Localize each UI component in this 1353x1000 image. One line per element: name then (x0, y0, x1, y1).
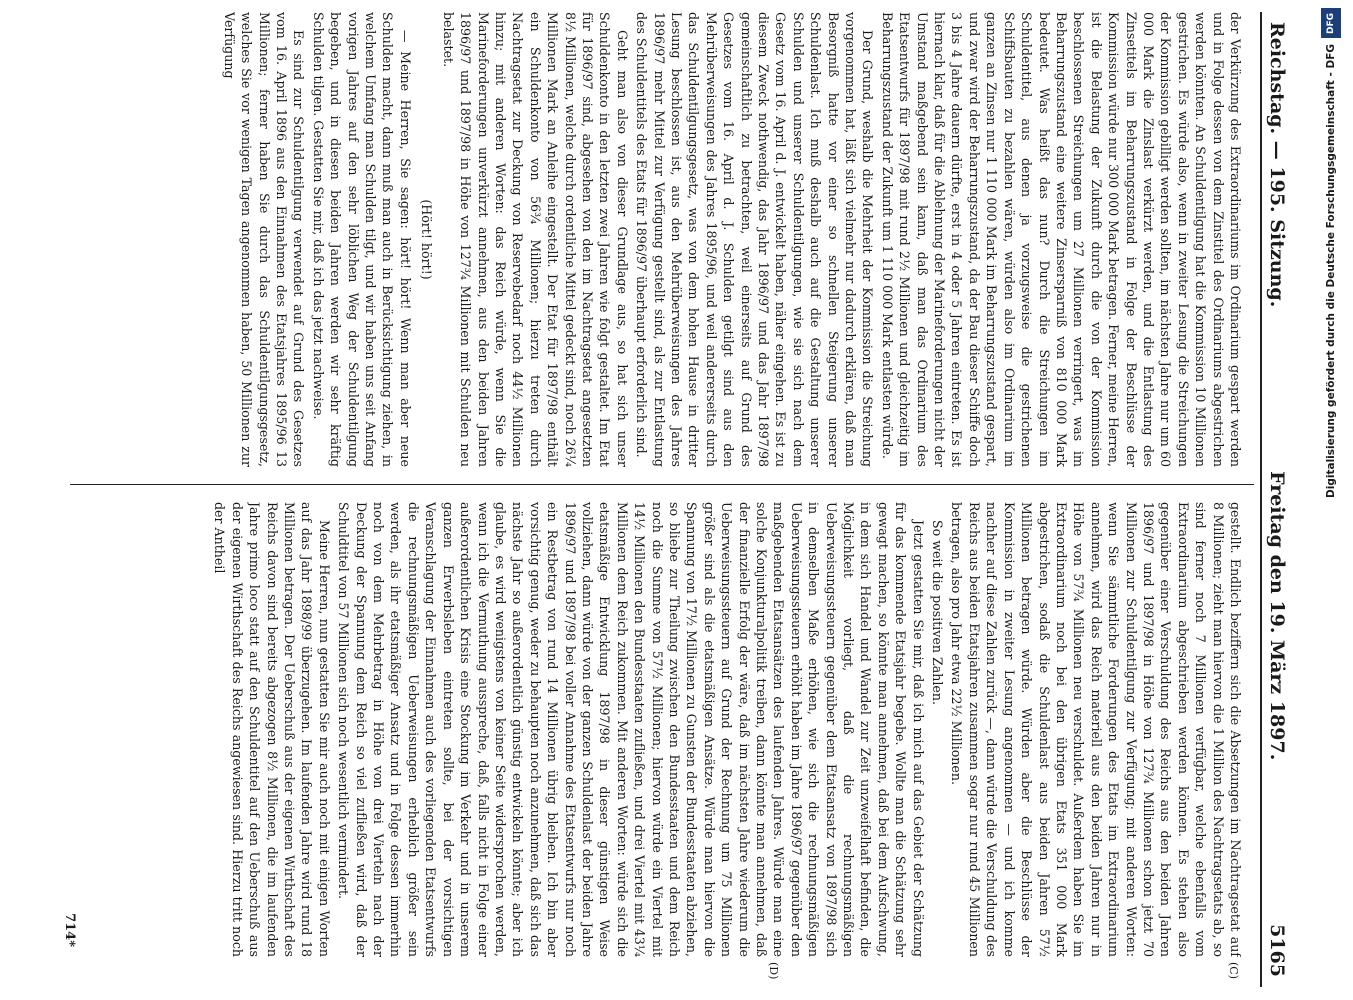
left-paragraph-4: — Meine Herren, Sie sagen: hört! hört! Wenn man aber neue Schulden macht, dann muß man auch in Berücksichtigung ziehen, in welchem Umfang man Schulden tilgt, und wir haben uns seit Anfang vorigen Jahres auf den sehr löblichen Weg der Schuldentilgung begeben, und in diesen beiden Jahren werden wir sehr kräftig Schulden tilgen. Gestatten Sie mir, daß ich das jetzt nachweise. (310, 12, 413, 467)
dfg-logo-icon: DFG (1321, 8, 1341, 38)
left-paragraph-3: Geht man also von dieser Grundlage aus, so hat sich unser Schuldenkonto in den letzten zwei Jahren wie folgt gestaltet. Im Etat für 1896/97 sind, abgesehen von den im Nachtragsetat angesetzten 8½ Millionen, welche durch ordentliche Mittel gedeckt sind, noch 26¼ Millionen Mark an Anleihe eingestellt. Der Etat für 1897/98 enthält ein Schuldenkonto von 56¾ Millionen; hierzu treten durch Nachtragsetat zur Deckung von Reservebedarf noch 44½ Millionen hinzu; mit anderen Worten: das Reich würde, wenn Sie die Marineforderungen unverkürzt annehmen, aus den beiden Jahren 1896/97 und 1897/98 in Höhe von 127¾ Millionen mit Schulden neu belastet. (440, 12, 630, 467)
digitization-credit (1318, 8, 1344, 992)
column-divider (70, 484, 1254, 485)
header-center: Freitag den 19. März 1897. (1266, 471, 1288, 761)
right-paragraph-4: Meine Herren, nun gestatten Sie mir auch noch mit einigen Worten auf das Jahr 1898/99 überzugehen. Im laufenden Jahre wird rund 18 Millionen betragen. Der Ueberschuß aus der eigenen Wirthschaft des Reichs davon sind bereits abgezogen 8½ Millionen, die im laufenden Jahre primo loco statt auf den Schuldentitel auf den Ueberschuß aus der eigenen Wirthschaft des Reichs angewiesen sind. Hierzu tritt noch der Antheil (212, 502, 332, 957)
left-column (70, 12, 1244, 467)
left-paragraph-1: der Verkürzung des Extraordinariums im Ordinarium gespart werden und in Folge dessen von dem Zinstitel des Ordinariums abgestrichen werden könnten. An Schuldentilgung hat die Kommission 10 Millionen gestrichen. Es würde also, wenn in zweiter Lesung die Streichungen der Kommission gebilligt werden sollten, im nächsten Jahre nur um 60 000 Mark die Zinslast verkürzt werden, und die Entlastung des Zinsetitels im Beharrungszustand in Folge der Beschlüsse der Kommission würde nur 300 000 Mark betragen. Ferner, meine Herren, ist die Belastung der Zukunft durch die von der Kommission beschlossenen Streichungen um 27 Millionen verringert, was im Beharrungszustand eine weitere Zinsersparniß von 810 000 Mark bedeutet. Was heißt das nun? Durch die Streichungen im Schuldentitel, aus denen ja vorzugsweise die gestrichenen Schiffsbauten zu bezahlen wären, würden also im Ordinarium im ganzen an Zinsen nur 1 110 000 Mark im Beharrungszustand gespart, und zwar wird der Beharrungszustand, da der Bau dieser Schiffe doch 3 bis 4 Jahre dauern dürfte, erst in 4 oder 5 Jahren eintreten. Es ist hiernach klar, daß für die Ablehnung der Marineforderungen nicht der Umstand maßgebend sein kann, daß man das Ordinarium des Etatsentwurfs für 1897/98 mit rund 2½ Millionen und gleichzeitig im Beharrungszustand der Zukunft um 1 110 000 Mark entlasten würde. (879, 12, 1243, 467)
page-number: 5165 (1266, 924, 1288, 977)
left-paragraph-5: Es sind zur Schuldentilgung verwendet auf Grund des Gesetzes vom 16. April 1896 aus den Einnahmen des Etatsjahres 1895/96 13 Millionen; ferner haben Sie durch das Schuldentilgungsgesetz, welches Sie vor wenigen Tagen angenommen haben, 50 Millionen zur Verfügung (221, 12, 307, 467)
left-paragraph-2: Der Grund, weshalb die Mehrheit der Kommission die Streichung vorgenommen hat, läßt sich vielmehr nur dadurch erklären, daß man Besorgniß hatte vor einer so schnellen Steigerung unserer Schuldenlast. Ich muß deshalb auch auf die Gestaltung unserer Schulden und unserer Schuldentilgungen, wie sie sich nach dem Gesetz vom 16. April d. J. entwickelt haben, näher eingehen. Es ist zu diesem Zweck nothwendig, das Jahr 1896/97 und das Jahr 1897/98 gemeinschaftlich zu betrachten, weil einerseits auf Grund des Gesetzes vom 16. April d. J. Schulden getilgt sind aus den Mehrüberweisungen des Jahres 1895/96, und weil andererseits durch das Schuldentilgungsgesetz, was von dem hohen Hause in dritter Lesung beschlossen ist, aus den Mehrüberweisungen des Jahres 1896/97 mehr Mittel zur Verfügung gestellt sind, als zur Entlastung des Schuldentitels des Etats für 1896/97 überhaupt erforderlich sind. (634, 12, 876, 467)
right-column (70, 502, 1244, 957)
left-interjection: (Hört! hört!) (419, 199, 435, 280)
credit-text: Digitalisierung gefördert durch die Deutsche Forschungsgemeinschaft - DFG (1325, 44, 1337, 498)
right-paragraph-2: So weit die positiven Zahlen. (930, 520, 946, 705)
right-paragraph-1: gestellt. Endlich beziffern sich die Absetzungen im Nachtragsetat auf 8 Millionen; zieht man hiervon die 1 Million des Nachtragsetats ab, so sind ferner noch 7 Millionen verfügbar, welche ebenfalls vom Extraordinarium abgeschrieben werden können. Es stehen also gegenüber einer Verschuldung des Reichs aus den beiden Jahren 1896/97 und 1897/98 in Höhe von 127¾ Millionen schon jetzt 70 Millionen zur Schuldentilgung zur Verfügung; mit anderen Worten: wenn Sie sämmtliche Forderungen des Etats im Extraordinarium annehmen, wird das Reich materiell aus den beiden Jahren nur in Höhe von 57¾ Millionen neu verschuldet. Außerdem haben Sie im Extraordinarium noch bei den übrigen Etats 351 000 Mark abgestrichen, sodaß die Schuldenlast aus beiden Jahren 57½ Millionen betragen würde. Würden aber die Beschlüsse der Kommission in zweiter Lesung angenommen — und ich komme nachher auf diese Zahlen zurück —, dann würde die Verschuldung des Reichs aus beiden Etatsjahren zusammen sogar nur rund 45 Millionen betragen, also pro Jahr etwa 22½ Millionen. (949, 502, 1243, 957)
signature-mark: 714* (62, 913, 77, 947)
page-header (1260, 12, 1300, 987)
rotated-document-page (60, 12, 1300, 987)
header-left: Reichstag. — 195. Sitzung. (1266, 22, 1288, 308)
margin-marker-c: (C) (1227, 962, 1240, 979)
right-paragraph-3: Jetzt gestatten Sie mir, daß ich mich auf das Gebiet der Schätzung für das kommende Etatsjahr begebe. Wollte man die Schätzung sehr gewagt machen, so könnte man annehmen, daß bei dem Aufschwung, in dem sich Handel und Wandel zur Zeit unzweifelhaft befinden, die Möglichkeit vorliegt, daß die rechnungsmäßigen Ueberweisungssteuern gegenüber dem Etatsansatz von 1897/98 sich in demselben Maße erhöhen, wie sich die rechnungsmäßigen Ueberweisungssteuern erhöht haben im Jahre 1896/97 gegenüber den maßgebenden Etatsansätzen des laufenden Jahres. Würde man eine solche Konjunkturalpolitik treiben, dann könnte man annehmen, daß der finanzielle Erfolg der wäre, daß im nächsten Jahre wiederum die Ueberweisungssteuern auf Grund der Rechnung um 75 Millionen größer sind als die etatsmäßigen Ansätze. Würde man hiervon die Spannung von 17½ Millionen zu Gunsten der Bundesstaaten abziehen, so bliebe zur Theilung zwischen den Bundesstaaten und dem Reich noch die Summe von 57½ Millionen; hiervon würde ein Viertel mit 14½ Millionen den Bundesstaaten zufließen, und drei Viertel mit 43¼ Millionen dem Reich zukommen. Mit anderen Worten: würde sich die etatsmäßige Entwicklung 1897/98 in dieser günstigen Weise vollziehen, dann würde von der ganzen Schuldenlast der beiden Jahre 1896/97 und 1897/98 bei voller Annahme des Etatsentwurfs nur noch ein Restbetrag von rund 14 Millionen übrig bleiben. Ich bin aber vorsichtig genug, weder zu behaupten noch anzunehmen, daß sich das nächste Jahr so außerordentlich günstig entwickeln könnte; aber ich glaube, es wird wenigstens von keiner Seite widersprochen werden, wenn ich die Vermuthung ausspreche, daß, falls nicht in Folge einer außerordentlichen Krisis eine Stockung im Verkehr und in unserem ganzen Erwerbsleben eintreten sollte, bei der vorsichtigen Veranschlagung der Einnahmen auch des vorliegenden Etatsentwurfs die rechnungsmäßigen Ueberweisungen erheblich größer sein werden, als ihr etatsmäßiger Ansatz und in Folge dessen immerhin noch von dem Mehrbetrag in Höhe von drei Vierteln nach der Deckung der Spannung dem Reich so viel zufließen wird, daß der Schuldtitel von 57 Millionen sich noch wesentlich vermindert. (336, 502, 926, 957)
margin-marker-d: (D) (767, 962, 780, 980)
